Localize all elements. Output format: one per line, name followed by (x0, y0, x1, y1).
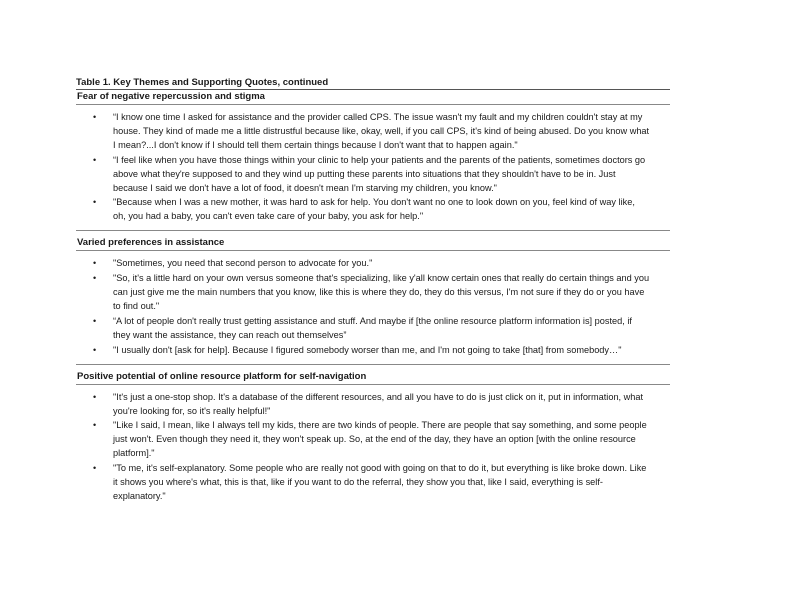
section-header-fear-of-repercussion: Fear of negative repercussion and stigma (76, 90, 670, 105)
document-page (76, 76, 670, 510)
section-header-varied-preferences: Varied preferences in assistance (76, 236, 670, 251)
bullet-icon: • (93, 420, 97, 431)
section-header-online-platform: Positive potential of online resource platform for self-navigation (76, 370, 670, 385)
quote-text: “I know one time I asked for assistance and the provider called CPS. The issue wasn't my fault and my children couldn't stay at my house. They kind of made me a little distrustful because like, okay, well, if you call CPS, it's kind of being abused. Do you know what I mean?...I don't know if I should tell them certain things because I don't want that to happen again." (113, 112, 650, 150)
bullet-icon: • (93, 112, 97, 122)
table-title: Table 1. Key Themes and Supporting Quotes, continued (76, 76, 670, 90)
list-item (76, 391, 670, 419)
quote-text: "To me, it's self-explanatory. Some people who are really not good with going on that to do it, but everything is like broke down. Like it shows you where's what, this is that, like if you want to do the referral, they show you that, like I said, everything is self-explanatory." (113, 463, 647, 501)
list-item (76, 272, 670, 314)
list-item (76, 419, 670, 461)
bullet-icon: • (93, 197, 97, 208)
quote-text: "Because when I was a new mother, it was hard to ask for help. You don't want no one to look down on you, feel kind of way like, oh, you had a baby, you can't even take care of your baby, you ask for help." (113, 197, 635, 222)
bullet-icon: • (93, 391, 97, 402)
quote-text: “A lot of people don't really trust getting assistance and stuff. And maybe if [the online resource platform information is] posted, if they want the assistance, they can reach out themselves” (113, 315, 632, 340)
bullet-icon: • (93, 463, 97, 474)
list-item (76, 257, 670, 271)
bullet-icon: • (93, 258, 97, 269)
bullet-icon: • (93, 315, 97, 326)
quote-list-varied-preferences (76, 251, 670, 364)
quote-list-fear-of-repercussion (76, 105, 670, 231)
quote-text: "It's just a one-stop shop. It's a database of the different resources, and all you have to do is just click on it, put in information, what you're looking for, so it's really helpful!" (113, 391, 644, 416)
list-item (76, 196, 670, 224)
quote-text: "I usually don't [ask for help]. Because I figured somebody worser than me, and I'm not going to take [that] from somebody…" (113, 344, 622, 355)
list-item (76, 111, 670, 153)
list-item (76, 344, 670, 358)
list-item (76, 154, 670, 196)
bullet-icon: • (93, 344, 97, 355)
quote-text: "So, it's a little hard on your own versus someone that's specializing, like y'all know certain ones that really do certain things and you can just give me the main numbers that you know, like this is where they do, they do this versus, I'm not sure if they do or you have to find out." (113, 273, 650, 311)
bullet-icon: • (93, 154, 97, 165)
list-item (76, 462, 670, 504)
bullet-icon: • (93, 273, 97, 284)
quote-text: "Like I said, I mean, like I always tell my kids, there are two kinds of people. There are people that say something, and some people just won't. Even though they need it, they won't speak up. So, at the end of the day, they have an option [with the online resource platform]." (113, 420, 647, 459)
quote-list-online-platform (76, 385, 670, 510)
quote-text: "Sometimes, you need that second person to advocate for you." (113, 258, 373, 269)
list-item (76, 315, 670, 343)
quote-text: “I feel like when you have those things within your clinic to help your patients and the parents of the patients, sometimes doctors go above what they're supposed to and they wind up putting these parents into situations that they shouldn't have to be in. Just because I said we don't have a lot of food, it doesn't mean I'm starving my children, you know." (113, 154, 646, 193)
